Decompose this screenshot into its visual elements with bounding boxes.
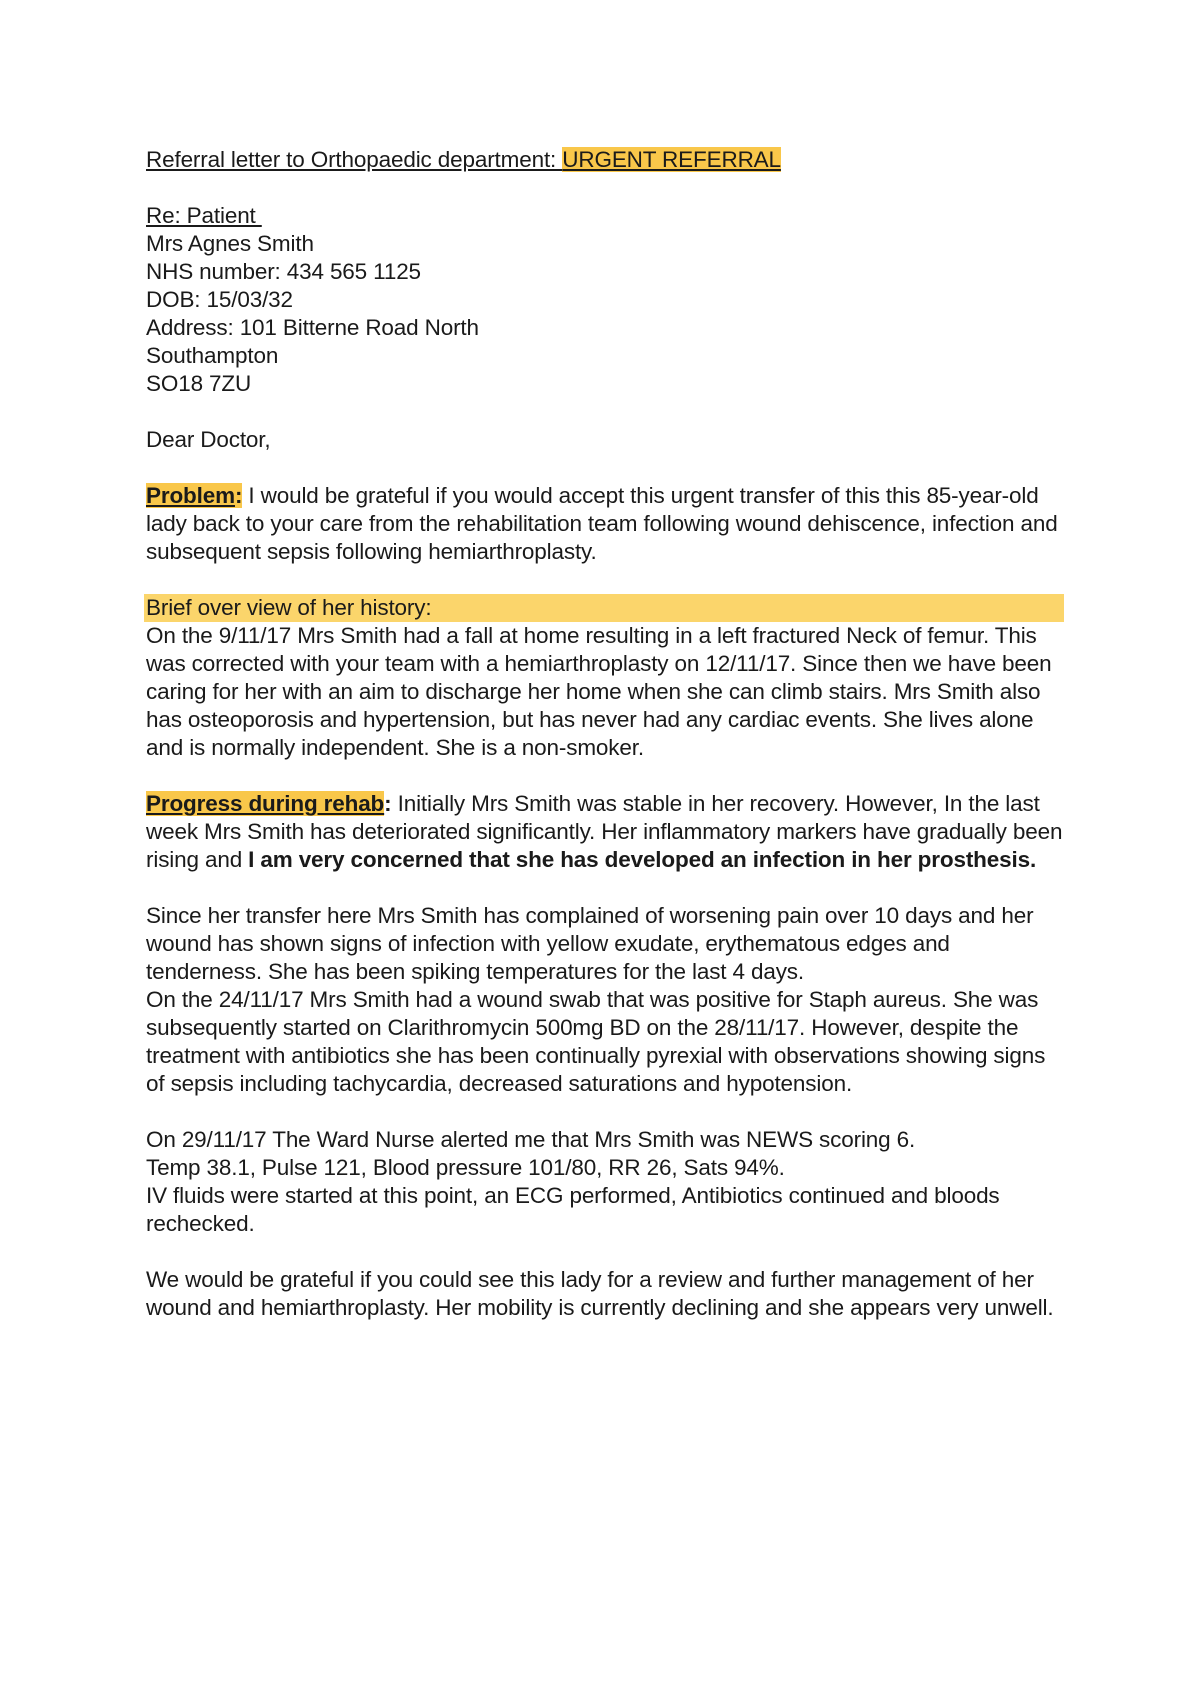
patient-nhs-number: NHS number: 434 565 1125	[146, 259, 421, 284]
transfer-line2: On the 24/11/17 Mrs Smith had a wound swab that was positive for Staph aureus. She was subsequently started on Clarithromycin 500mg BD on the 28/11/17. However, despite the treatment with antibiotics she has been continually pyrexial with observations showing signs of sepsis including tachycardia, decreased saturations and hypotension.	[146, 987, 1046, 1096]
letter-body	[146, 146, 1066, 1322]
progress-label: Progress during rehab	[146, 791, 385, 816]
patient-address-line1: Address: 101 Bitterne Road North	[146, 315, 479, 340]
urgent-referral-highlight: URGENT REFERRAL	[562, 147, 781, 172]
patient-dob: DOB: 15/03/32	[146, 287, 293, 312]
salutation: Dear Doctor,	[146, 427, 271, 452]
news-paragraph	[146, 1126, 1066, 1238]
progress-text: Initially Mrs Smith was stable in her recovery. However, In the last week Mrs Smith has deteriorated significantly. Her inflammatory markers have gradually been rising and	[146, 791, 1063, 872]
closing-paragraph: We would be grateful if you could see this lady for a review and further management of her wound and hemiarthroplasty. Her mobility is currently declining and she appears very unwell.	[146, 1267, 1054, 1320]
news-observations: Temp 38.1, Pulse 121, Blood pressure 101/80, RR 26, Sats 94%.	[146, 1155, 785, 1180]
progress-paragraph	[146, 790, 1066, 874]
letter-title	[146, 146, 1066, 174]
patient-postcode: SO18 7ZU	[146, 371, 252, 396]
progress-bold-concern: I am very concerned that she has developed an infection in her prosthesis.	[248, 847, 1037, 872]
history-text: On the 9/11/17 Mrs Smith had a fall at home resulting in a left fractured Neck of femur. This was corrected with your team with a hemiarthroplasty on 12/11/17. Since then we have been caring for her with an aim to discharge her home when she can climb stairs. Mrs Smith also has osteoporosis and hypertension, but has never had any cardiac events. She lives alone and is normally independent. She is a non-smoker.	[146, 623, 1052, 760]
patient-name: Mrs Agnes Smith	[146, 231, 314, 256]
transfer-paragraph	[146, 902, 1066, 1098]
problem-paragraph	[146, 482, 1066, 566]
history-heading: Brief over view of her history:	[144, 594, 1064, 622]
news-line1: On 29/11/17 The Ward Nurse alerted me that Mrs Smith was NEWS scoring 6.	[146, 1127, 916, 1152]
problem-colon: :	[234, 483, 243, 508]
news-actions: IV fluids were started at this point, an ECG performed, Antibiotics continued and bloods rechecked.	[146, 1183, 1000, 1236]
progress-colon: :	[384, 791, 392, 816]
patient-details	[146, 202, 1066, 398]
transfer-line1: Since her transfer here Mrs Smith has complained of worsening pain over 10 days and her wound has shown signs of infection with yellow exudate, erythematous edges and tenderness. She has been spiking temperatures for the last 4 days.	[146, 903, 1034, 984]
problem-text: I would be grateful if you would accept this urgent transfer of this this 85-year-old lady back to your care from the rehabilitation team following wound dehiscence, infection and subsequent sepsis following hemiarthroplasty.	[146, 483, 1058, 564]
patient-address-line2: Southampton	[146, 343, 279, 368]
title-prefix: Referral letter to Orthopaedic department:	[146, 147, 563, 172]
problem-label: Problem	[146, 483, 235, 508]
re-patient-label: Re: Patient	[146, 203, 262, 228]
